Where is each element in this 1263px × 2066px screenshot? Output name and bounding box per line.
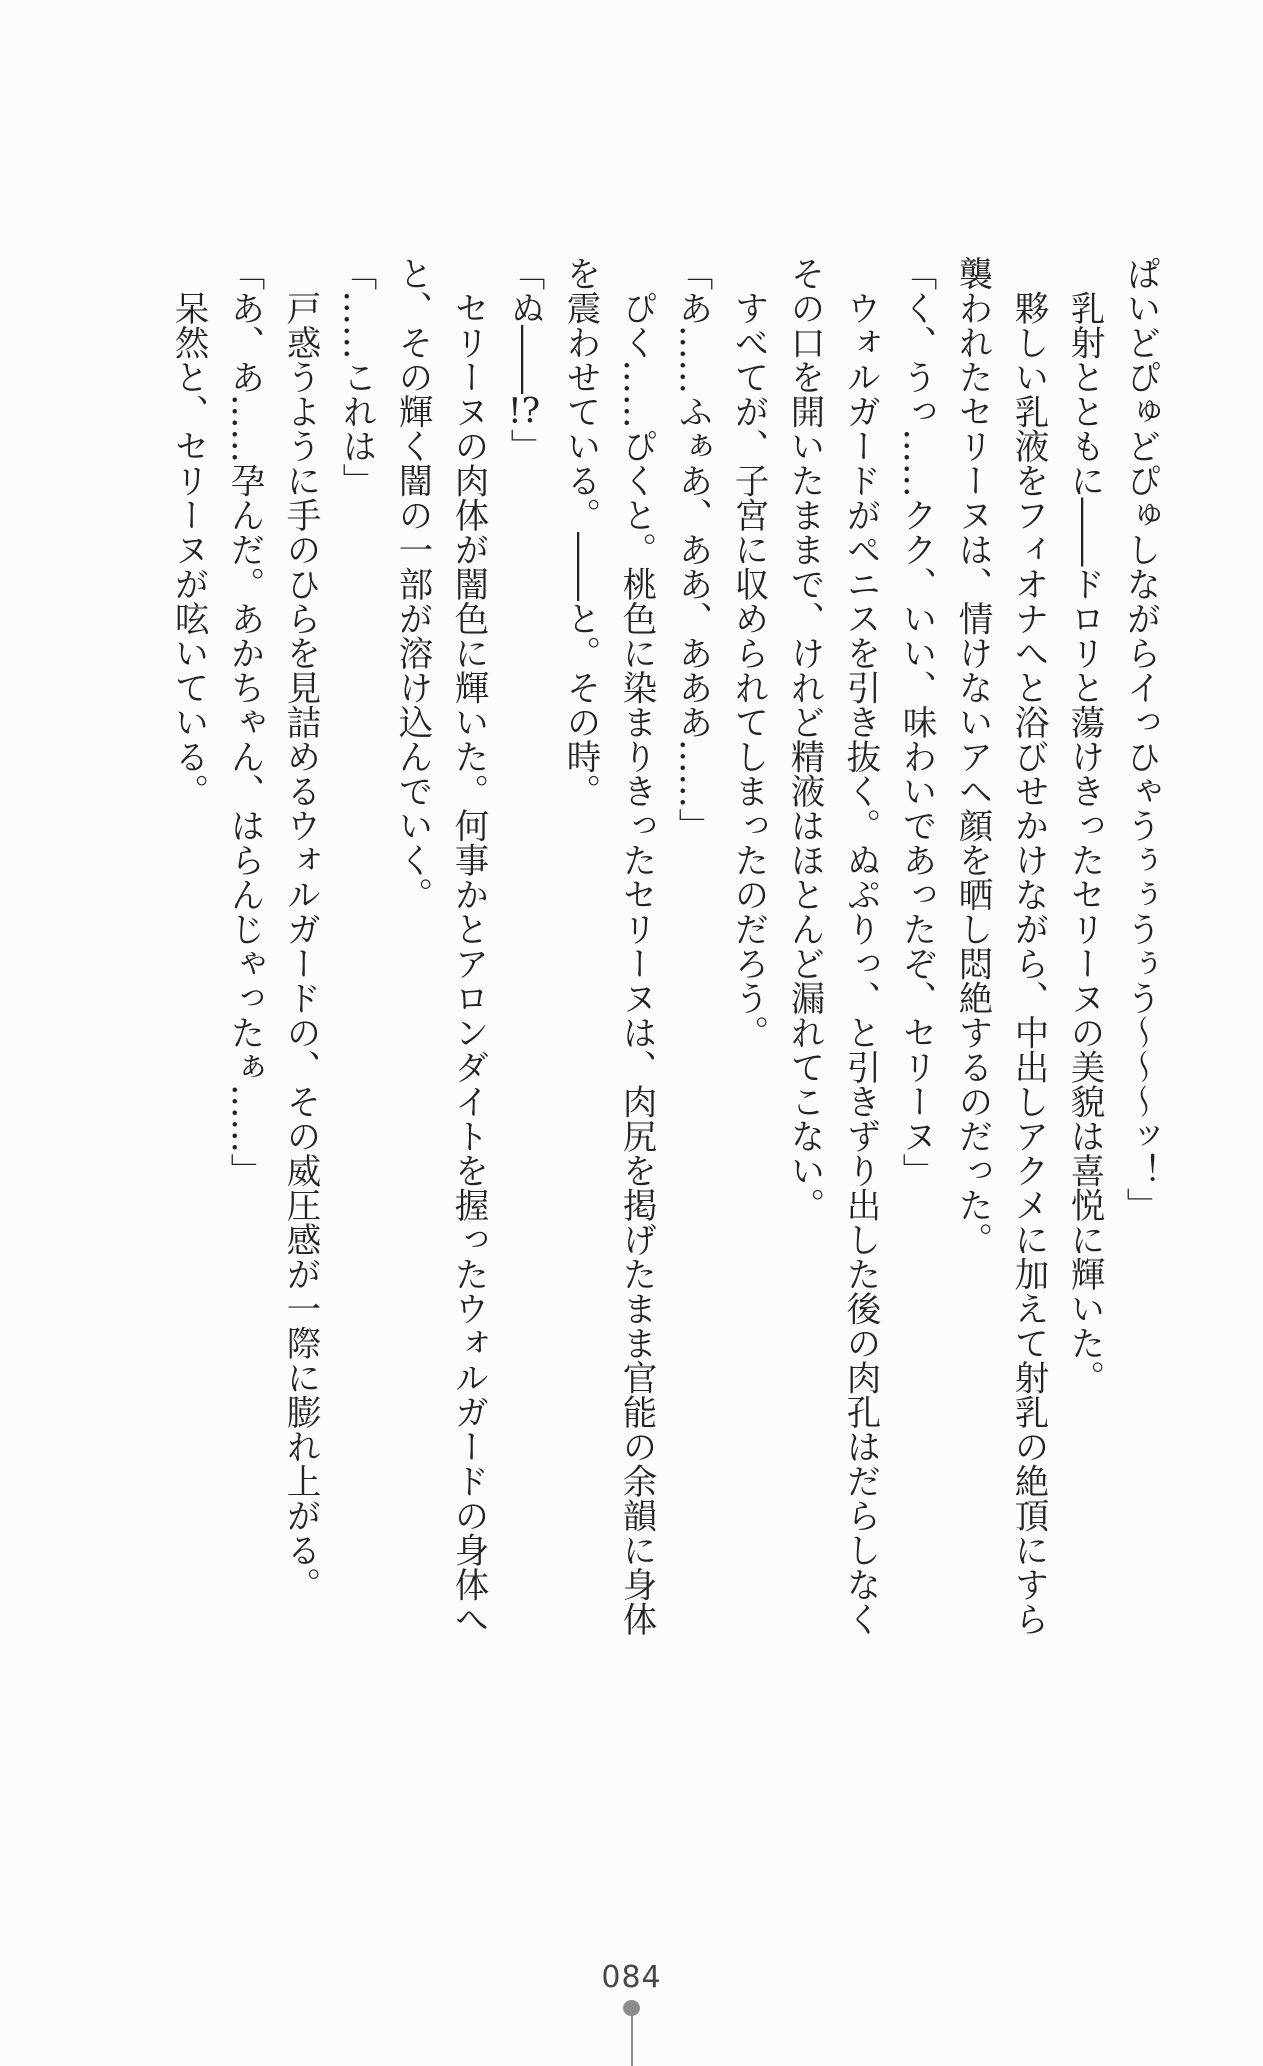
text-column: 「あ、あ……孕んだ。あかちゃん、はらんじゃったぁ……」	[224, 256, 264, 1188]
text-column: 戸惑うように手のひらを見詰めるウォルガードの、その威圧感が一際に膨れ上がる。	[280, 290, 320, 1602]
text-column: 襲われたセリーヌは、情けないアヘ顔を晒し悶絶するのだった。	[952, 256, 992, 1257]
paragraph	[552, 256, 664, 1646]
paragraph	[328, 256, 384, 1646]
text-column: と、その輝く闇の一部が溶け込んでいく。	[392, 256, 432, 912]
text-column: すべてが、子宮に収められてしまったのだろう。	[728, 290, 768, 1050]
paragraph	[1112, 256, 1168, 1646]
text-column: 「く、うっ……クク、いい、味わいであったぞ、セリーヌ」	[896, 256, 936, 1188]
text-column: ウォルガードがペニスを引き抜く。ぬぷりっ、と引きずり出した後の肉孔はだらしなく	[840, 290, 880, 1636]
page-number: 084	[601, 1960, 662, 1995]
paragraph	[384, 256, 496, 1646]
footer-rule-line	[631, 2014, 633, 2066]
text-column: その口を開いたままで、けれど精液はほとんど漏れてこない。	[784, 256, 824, 1222]
paragraph	[496, 256, 552, 1646]
text-column: 「あ……ふぁあ、ああ、あああ……」	[672, 256, 712, 843]
paragraph	[944, 256, 1056, 1646]
text-column: セリーヌの肉体が闇色に輝いた。何事かとアロンダイトを握ったウォルガードの身体へ	[448, 290, 488, 1636]
paragraph	[720, 256, 776, 1646]
text-column: を震わせている。――と。その時。	[560, 256, 600, 808]
paragraph	[1056, 256, 1112, 1646]
tatechuyoko: !?	[507, 394, 541, 429]
text-column: 「……これは」	[336, 256, 376, 498]
text-block	[160, 256, 1168, 1646]
paragraph	[160, 256, 216, 1646]
paragraph	[776, 256, 888, 1646]
paragraph	[216, 256, 272, 1646]
text-column: 乳射とともに――ドロリと蕩けきったセリーヌの美貌は喜悦に輝いた。	[1064, 290, 1104, 1395]
text-column: 夥しい乳液をフィオナへと浴びせかけながら、中出しアクメに加えて射乳の絶頂にすら	[1008, 290, 1048, 1636]
text-column: ぱいどぴゅどぴゅしながらイっひゃうぅぅうぅう〜〜〜ッ！」	[1120, 256, 1160, 1222]
paragraph	[664, 256, 720, 1646]
text-column: 呆然と、セリーヌが呟いている。	[168, 290, 208, 808]
text-column: 「ぬ――!?」	[504, 256, 544, 463]
text-column: ぴく……ぴくと。桃色に染まりきったセリーヌは、肉尻を掲げたまま官能の余韻に身体	[616, 290, 656, 1636]
paragraph	[272, 256, 328, 1646]
paragraph	[888, 256, 944, 1646]
